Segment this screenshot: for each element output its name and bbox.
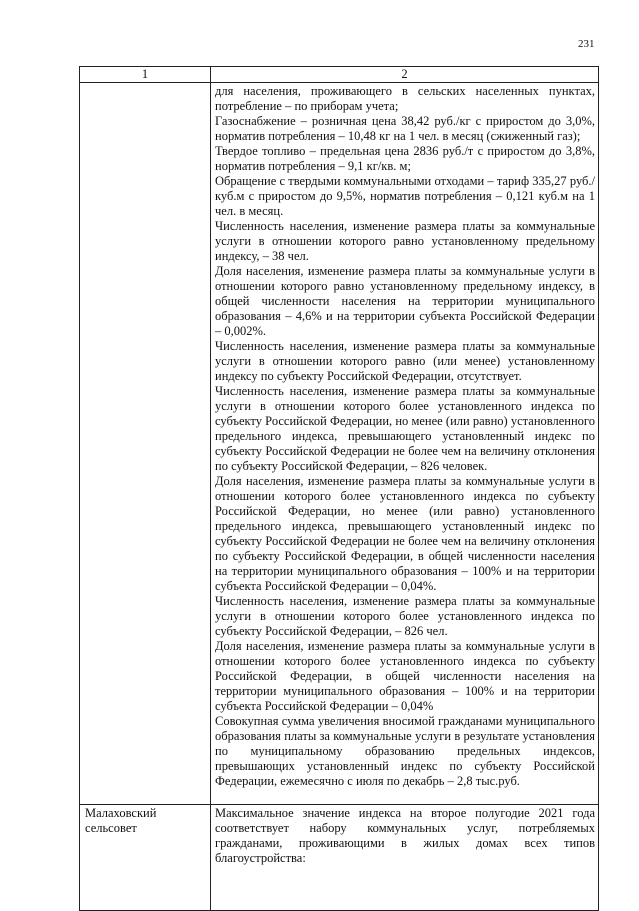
- row2-col2-cell: [211, 805, 599, 911]
- paragraph: Газоснабжение – розничная цена 38,42 руб./кг с приростом до 3,0%, норматив потребления – 10,48 кг на 1 чел. в месяц (сжиженный газ);: [215, 114, 595, 143]
- paragraph: Доля населения, изменение размера платы за коммунальные услуги в отношении которого более установленного индекса по субъекту Российской Федерации, но менее (или равно) установленного предельного индекса, превышающего установленный индекс по субъекту Российской Федерации не более чем на величину отклонения по субъекту Российской Федерации, в общей численности населения на территории муниципального образования – 100% и на территории субъекта Российской Федерации – 0,04%.: [215, 474, 595, 593]
- paragraph: Совокупная сумма увеличения вносимой гражданами муниципального образования платы за коммунальные услуги в результате установления по муниципальному образованию предельных индексов, превышающих установленный индекс по субъекту Российской Федерации, ежемесячно с июля по декабрь – 2,8 тыс.руб.: [215, 714, 595, 788]
- municipality-name: Малаховский: [85, 806, 157, 820]
- paragraph: Численность населения, изменение размера платы за коммунальные услуги в отношении которого более установленного индекса по субъекту Российской Федерации, но менее (или равно) установленного предельного индекса, превышающего установленный индекс по субъекту Российской Федерации не более чем на величину отклонения по субъекту Российской Федерации, – 826 человек.: [215, 384, 595, 473]
- header-cell-col2: 2: [211, 67, 599, 83]
- row2-col1-cell: [80, 805, 211, 911]
- paragraph: Доля населения, изменение размера платы за коммунальные услуги в отношении которого более установленного индекса по субъекту Российской Федерации, в общей численности населения на территории муниципального образования – 100% и на территории субъекта Российской Федерации – 0,04%: [215, 639, 595, 713]
- row1-col2-cell: [211, 83, 599, 805]
- paragraph: Численность населения, изменение размера платы за коммунальные услуги в отношении которого равно установленному предельному индексу, – 38 чел.: [215, 219, 595, 263]
- document-table: [79, 66, 599, 911]
- paragraph: Численность населения, изменение размера платы за коммунальные услуги в отношении которого более установленного индекса по субъекту Российской Федерации, – 826 чел.: [215, 594, 595, 638]
- paragraph: для населения, проживающего в сельских населенных пунктах, потребление – по приборам учета;: [215, 84, 595, 113]
- paragraph: Твердое топливо – предельная цена 2836 руб./т с приростом до 3,8%, норматив потребления – 9,1 кг/кв. м;: [215, 144, 595, 173]
- paragraph: Обращение с твердыми коммунальными отходами – тариф 335,27 руб./куб.м с приростом до 9,5%, норматив потребления – 0,121 куб.м на 1 чел. в месяц.: [215, 174, 595, 218]
- table-row: [80, 805, 599, 911]
- paragraph: Максимальное значение индекса на второе полугодие 2021 года соответствует набору коммунальных услуг, потребляемых гражданами, проживающими в жилых домах всех типов благоустройства:: [215, 806, 595, 865]
- row1-col1-cell: [80, 83, 211, 805]
- table-header-row: [80, 67, 599, 83]
- table-row: [80, 83, 599, 805]
- paragraph: Доля населения, изменение размера платы за коммунальные услуги в отношении которого равно установленному предельному индексу, в общей численности населения на территории муниципального образования – 4,6% и на территории субъекта Российской Федерации – 0,002%.: [215, 264, 595, 338]
- paragraph: Численность населения, изменение размера платы за коммунальные услуги в отношении которого равно (или менее) установленному индексу по субъекту Российской Федерации, отсутствует.: [215, 339, 595, 383]
- header-cell-col1: 1: [80, 67, 211, 83]
- municipality-type: сельсовет: [85, 821, 137, 835]
- page-number: 231: [578, 38, 595, 50]
